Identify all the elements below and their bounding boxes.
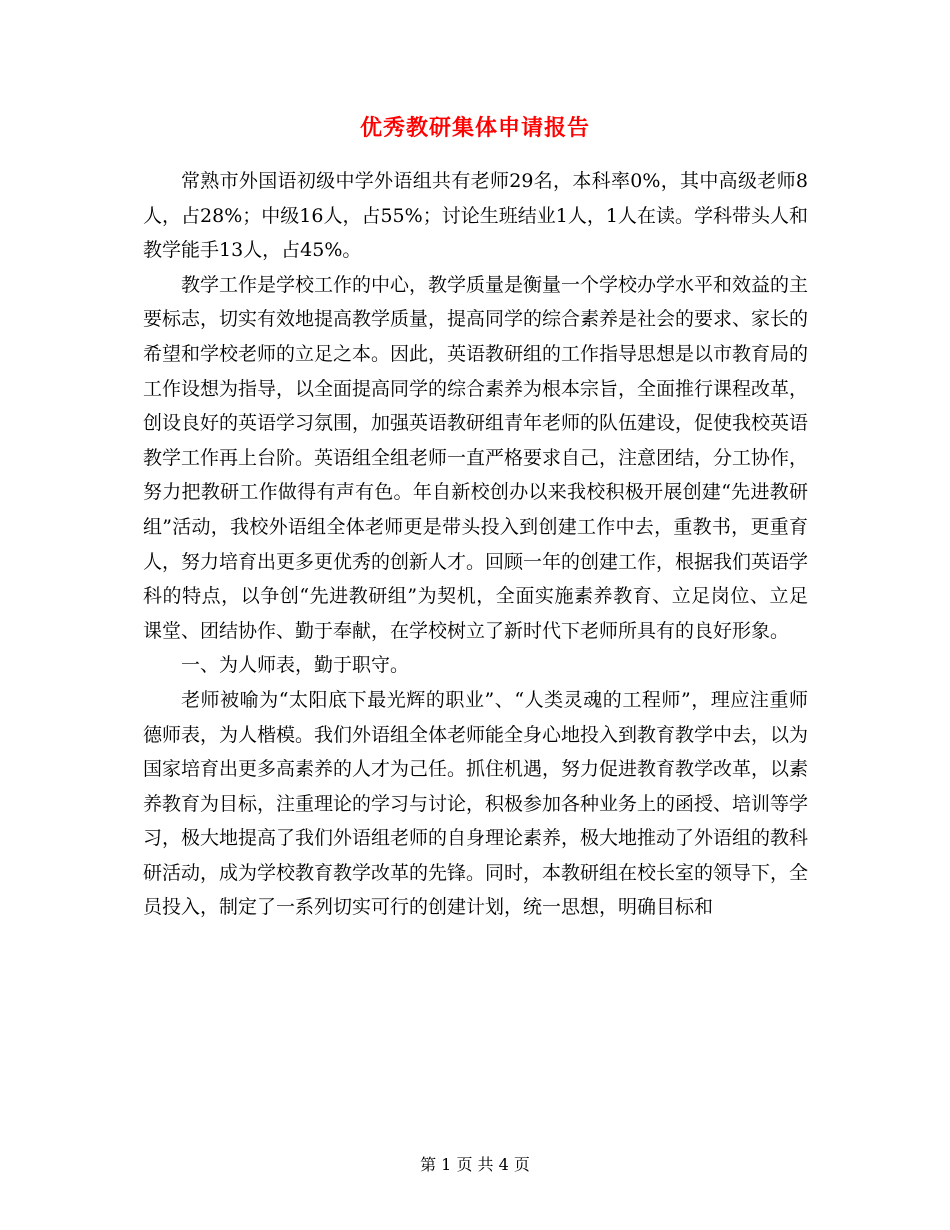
document-body <box>143 164 808 925</box>
page-number-footer: 第 1 页 共 4 页 <box>420 1155 530 1174</box>
paragraph-teacher-ethics: 老师被喻为“太阳底下最光辉的职业”、“人类灵魂的工程师”，理应注重师德师表，为人楷模。我们外语组全体老师能全身心地投入到教育教学中去，以为国家培育出更多高素养的人才为己任。抓住机遇，努力促进教育教学改革，以素养教育为目标，注重理论的学习与讨论，积极参加各种业务上的函授、培训等学习，极大地提高了我们外语组老师的自身理论素养，极大地推动了外语组的教科研活动，成为学校教育教学改革的先锋。同时，本教研组在校长室的领导下，全员投入，制定了一系列切实可行的创建计划，统一思想，明确目标和 <box>143 688 809 919</box>
paragraph-staff-overview: 常熟市外国语初级中学外语组共有老师29名，本科率0%，其中高级老师8人，占28%；中级16人，占55%；讨论生班结业1人，1人在读。学科带头人和教学能手13人，占45%。 <box>143 170 808 262</box>
paragraph-teaching-work: 教学工作是学校工作的中心，教学质量是衡量一个学校办学水平和效益的主要标志，切实有效地提高教学质量，提高同学的综合素养是社会的要求、家长的希望和学校老师的立足之本。因此，英语教研组的工作指导思想是以市教育局的工作设想为指导，以全面提高同学的综合素养为根本宗旨，全面推行课程改革，创设良好的英语学习氛围，加强英语教研组青年老师的队伍建设，促使我校英语教学工作再上台阶。英语组全组老师一直严格要求自己，注意团结，分工协作，努力把教研工作做得有声有色。年自新校创办以来我校积极开展创建“先进教研组”活动，我校外语组全体老师更是带头投入到创建工作中去，重教书，更重育人，努力培育出更多更优秀的创新人才。回顾一年的创建工作，根据我们英语学科的特点，以争创“先进教研组”为契机，全面实施素养教育、立足岗位、立足课堂、团结协作、勤于奉献，在学校树立了新时代下老师所具有的良好形象。 <box>143 273 809 642</box>
document-title: 优秀教研集体申请报告 <box>359 115 590 141</box>
section-heading-1: 一、为人师表，勤于职守。 <box>181 654 410 677</box>
